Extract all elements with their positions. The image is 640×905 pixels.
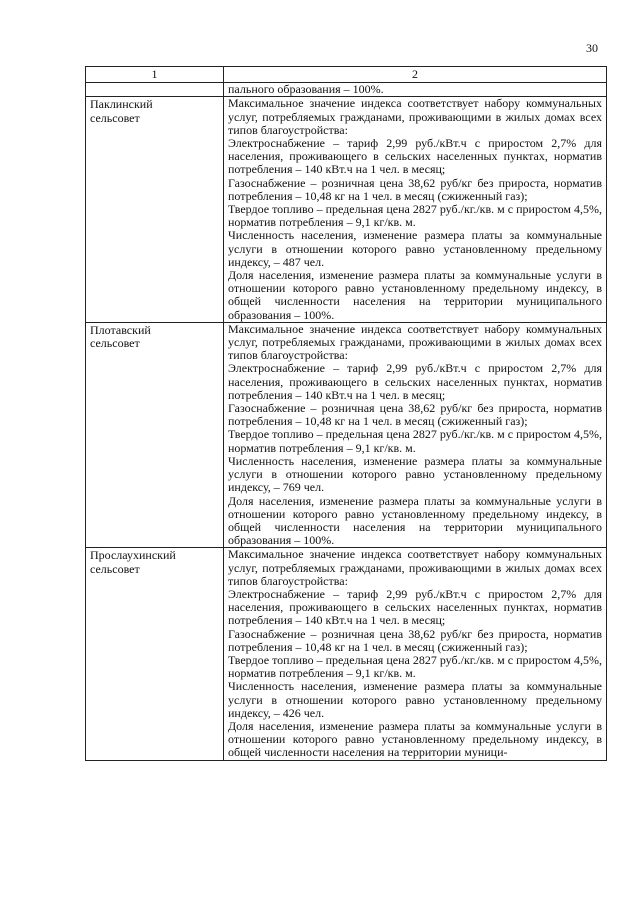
continuation-row: [86, 83, 607, 97]
municipality-name-line: Паклинский: [90, 97, 153, 112]
index-paragraph: Максимальное значение индекса соответствует набору коммунальных услуг, потребляемых гражданами, проживающими в жилых домах всех типов благоустройства:: [228, 321, 602, 363]
page-number: 30: [586, 41, 598, 55]
electricity-paragraph: Электроснабжение – тариф 2,99 руб./кВт.ч с приростом 2,7% для населения, проживающего в сельских населенных пунктах, норматив потребления – 140 кВт.ч на 1 чел. в месяц;: [228, 361, 602, 402]
municipality-name-line: сельсовет: [90, 336, 140, 351]
municipality-name-line: сельсовет: [90, 110, 140, 125]
gas-paragraph: Газоснабжение – розничная цена 38,62 руб/кг без прироста, норматив потребления – 10,48 кг на 1 чел. в месяц (сжиженный газ);: [228, 401, 602, 429]
table-row: [86, 322, 607, 547]
population-count-paragraph: Численность населения, изменение размера платы за коммунальные услуги в отношении которого равно установленному предельному индексу, – 769 чел.: [228, 453, 602, 495]
population-share-paragraph: Доля населения, изменение размера платы за коммунальные услуги в отношении которого равно установленному предельному индексу, в общей численности населения на территории муниципального образования – 100%.: [228, 268, 602, 322]
table-header-row: [86, 67, 607, 83]
gas-paragraph: Газоснабжение – розничная цена 38,62 руб/кг без прироста, норматив потребления – 10,48 кг на 1 чел. в месяц (сжиженный газ);: [228, 626, 602, 654]
index-description-cell: [224, 548, 607, 760]
column-header-2: 2: [224, 67, 607, 83]
index-description-cell: [224, 322, 607, 547]
column-header-1: 1: [86, 67, 224, 83]
population-share-paragraph: Доля населения, изменение размера платы за коммунальные услуги в отношении которого равно установленному предельному индексу, в общей численности населения на территории муници-: [228, 718, 602, 760]
indices-table: [85, 66, 607, 761]
solid-fuel-paragraph: Твердое топливо – предельная цена 2827 руб./кг./кв. м с приростом 4,5%, норматив потребления – 9,1 кг/кв. м.: [228, 427, 603, 455]
solid-fuel-paragraph: Твердое топливо – предельная цена 2827 руб./кг./кв. м с приростом 4,5%, норматив потребления – 9,1 кг/кв. м.: [228, 652, 603, 681]
municipality-name-cell: [86, 322, 224, 547]
municipality-name-cell: [86, 548, 224, 760]
population-share-paragraph: Доля населения, изменение размера платы за коммунальные услуги в отношении которого равно установленному предельному индексу, в общей численности населения на территории муниципального образования – 100%.: [228, 493, 602, 548]
municipality-name-line: Прослаухинский: [90, 548, 176, 563]
municipality-name-line: Плотавский: [90, 322, 151, 337]
index-description-cell: [224, 97, 607, 322]
table-row: [86, 97, 607, 322]
municipality-name-cell: [86, 97, 224, 322]
continuation-text: пального образования – 100%.: [224, 83, 607, 97]
continuation-empty-cell: [86, 83, 224, 97]
electricity-paragraph: Электроснабжение – тариф 2,99 руб./кВт.ч с приростом 2,7% для населения, проживающего в сельских населенных пунктах, норматив потребления – 140 кВт.ч на 1 чел. в месяц;: [228, 136, 602, 177]
population-count-paragraph: Численность населения, изменение размера платы за коммунальные услуги в отношении которого равно установленному предельному индексу, – 426 чел.: [228, 679, 602, 720]
municipality-name-line: сельсовет: [90, 561, 140, 576]
index-paragraph: Максимальное значение индекса соответствует набору коммунальных услуг, потребляемых гражданами, проживающими в жилых домах всех типов благоустройства:: [228, 547, 602, 588]
electricity-paragraph: Электроснабжение – тариф 2,99 руб./кВт.ч с приростом 2,7% для населения, проживающего в сельских населенных пунктах, норматив потребления – 140 кВт.ч на 1 чел. в месяц;: [228, 586, 602, 628]
gas-paragraph: Газоснабжение – розничная цена 38,62 руб/кг без прироста, норматив потребления – 10,48 кг на 1 чел. в месяц (сжиженный газ);: [228, 175, 602, 203]
solid-fuel-paragraph: Твердое топливо – предельная цена 2827 руб./кг./кв. м с приростом 4,5%, норматив потребления – 9,1 кг/кв. м.: [228, 202, 603, 230]
index-paragraph: Максимальное значение индекса соответствует набору коммунальных услуг, потребляемых гражданами, проживающими в жилых домах всех типов благоустройства:: [228, 96, 602, 137]
table-row: [86, 548, 607, 760]
population-count-paragraph: Численность населения, изменение размера платы за коммунальные услуги в отношении которого равно установленному предельному индексу, – 487 чел.: [228, 228, 602, 269]
